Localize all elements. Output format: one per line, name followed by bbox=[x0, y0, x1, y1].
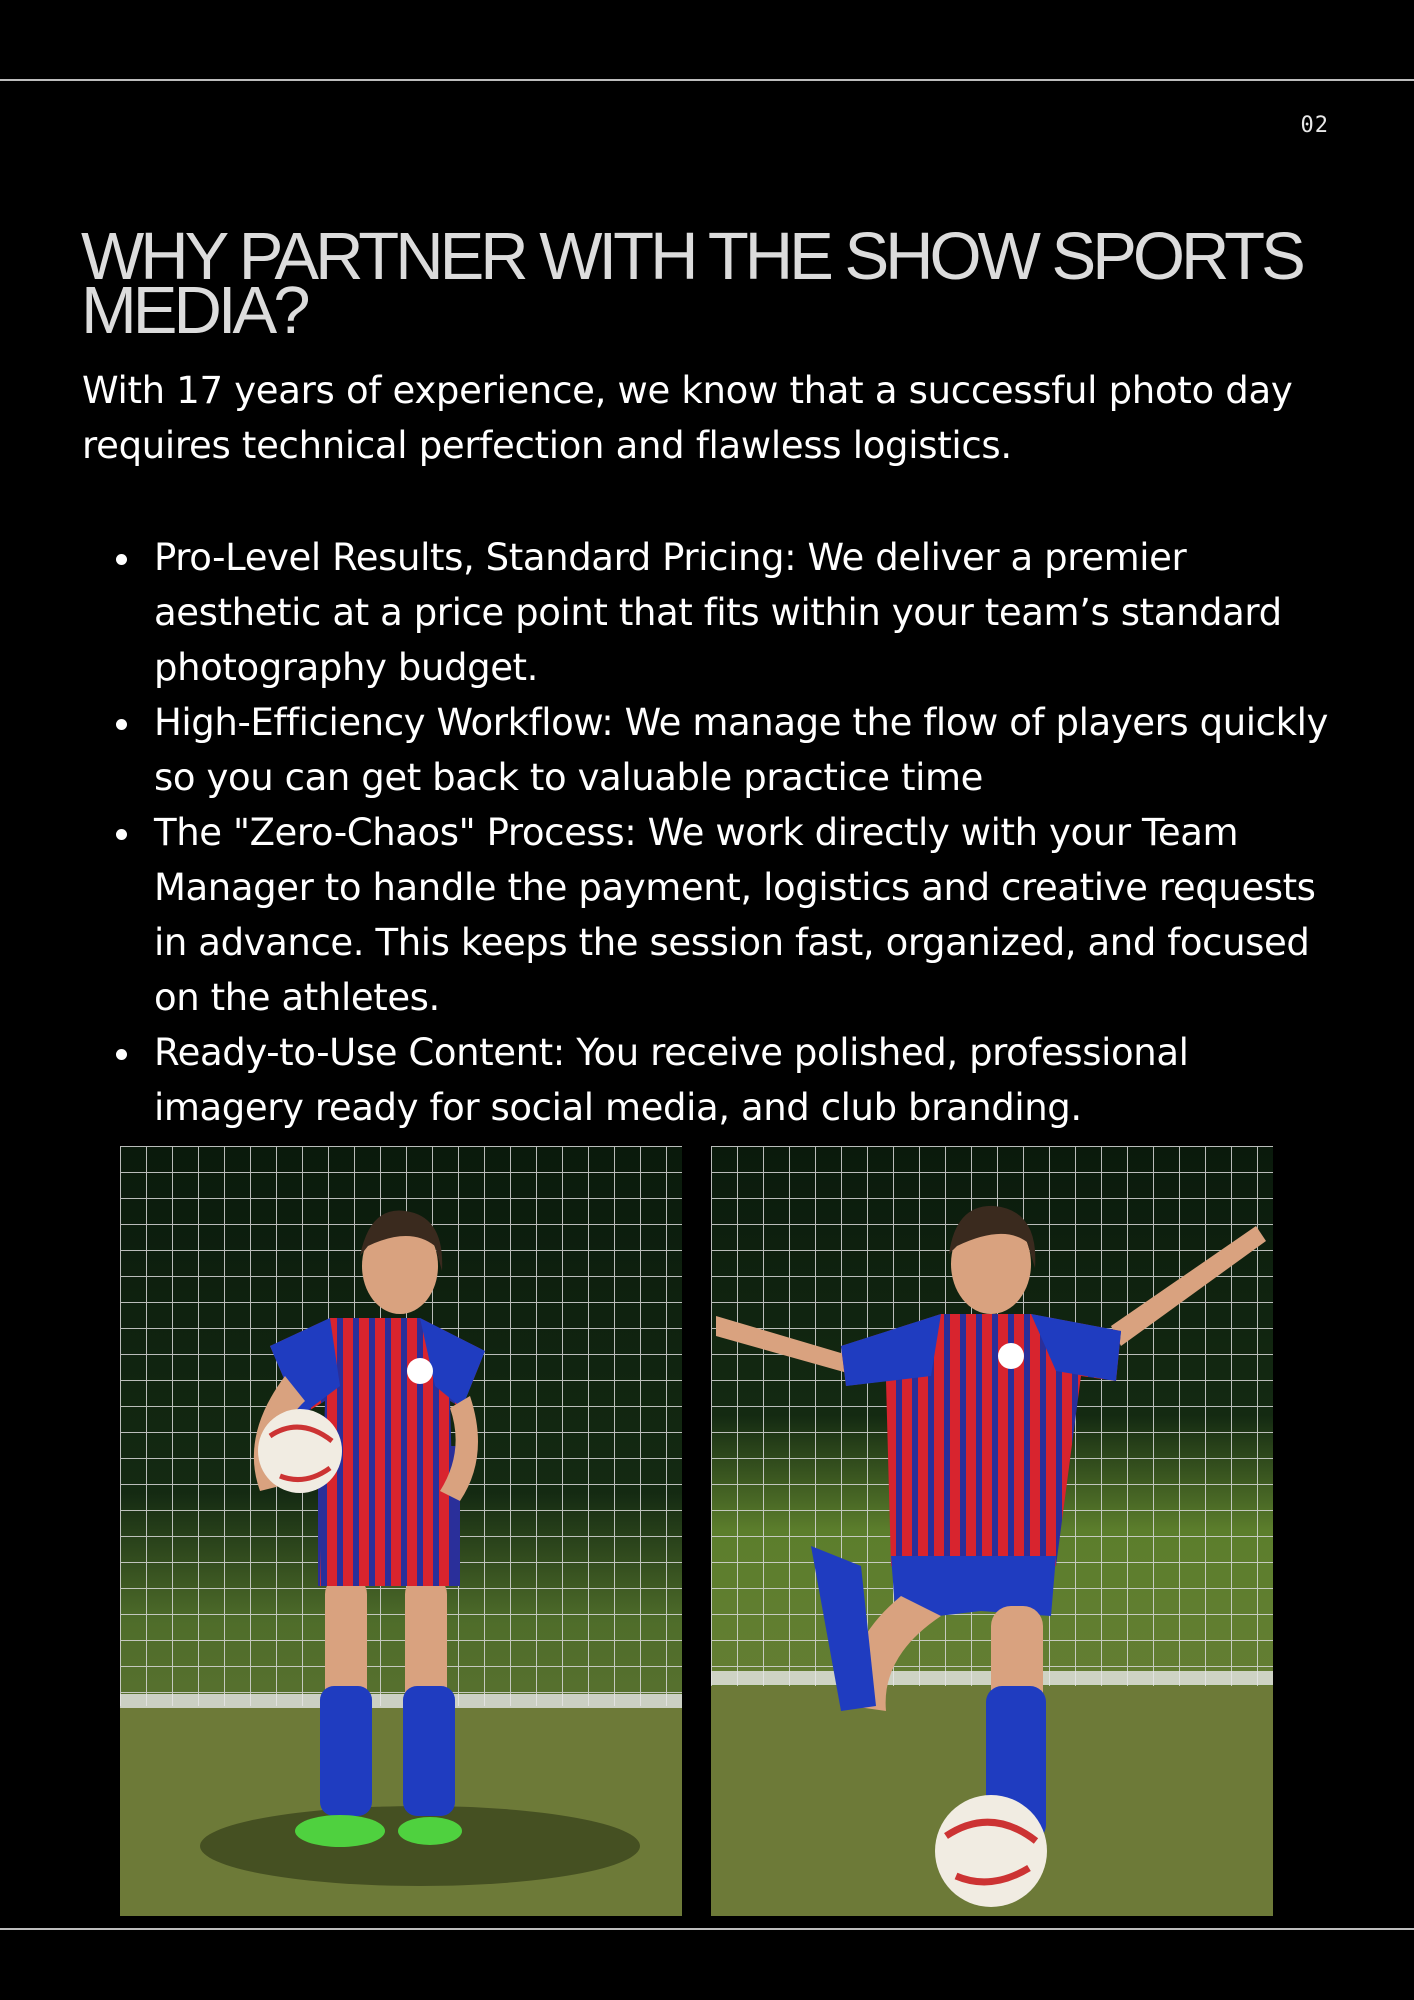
list-item bbox=[154, 695, 1334, 805]
bullet-icon bbox=[116, 554, 127, 565]
top-rule bbox=[0, 79, 1414, 81]
list-item-text: High-Efficiency Workflow: We manage the flow of players quickly so you can get back to valuable practice time bbox=[154, 701, 1329, 799]
list-item-text: The "Zero-Chaos" Process: We work directly with your Team Manager to handle the payment, logistics and creative requests in advance. This keeps the session fast, organized, and focused on the athletes. bbox=[154, 811, 1316, 1019]
player-portrait-photo bbox=[120, 1146, 682, 1916]
bullet-icon bbox=[116, 1049, 127, 1060]
page-number: 02 bbox=[1300, 113, 1329, 138]
list-item-text: Ready-to-Use Content: You receive polished, professional imagery ready for social media, and club branding. bbox=[154, 1031, 1189, 1129]
list-item-text: Pro-Level Results, Standard Pricing: We deliver a premier aesthetic at a price point that fits within your team’s standard photography budget. bbox=[154, 536, 1282, 689]
bottom-rule bbox=[0, 1928, 1414, 1930]
list-item bbox=[154, 1025, 1334, 1135]
bullet-icon bbox=[116, 829, 127, 840]
list-item bbox=[154, 530, 1334, 695]
intro-paragraph: With 17 years of experience, we know that a successful photo day requires technical perfection and flawless logistics. bbox=[82, 369, 1293, 467]
list-item bbox=[154, 805, 1334, 1025]
benefits-list bbox=[154, 530, 1334, 1135]
player-action-photo bbox=[711, 1146, 1273, 1916]
bullet-icon bbox=[116, 719, 127, 730]
page-title: WHY PARTNER WITH THE SHOW SPORTS MEDIA? bbox=[81, 219, 1302, 348]
